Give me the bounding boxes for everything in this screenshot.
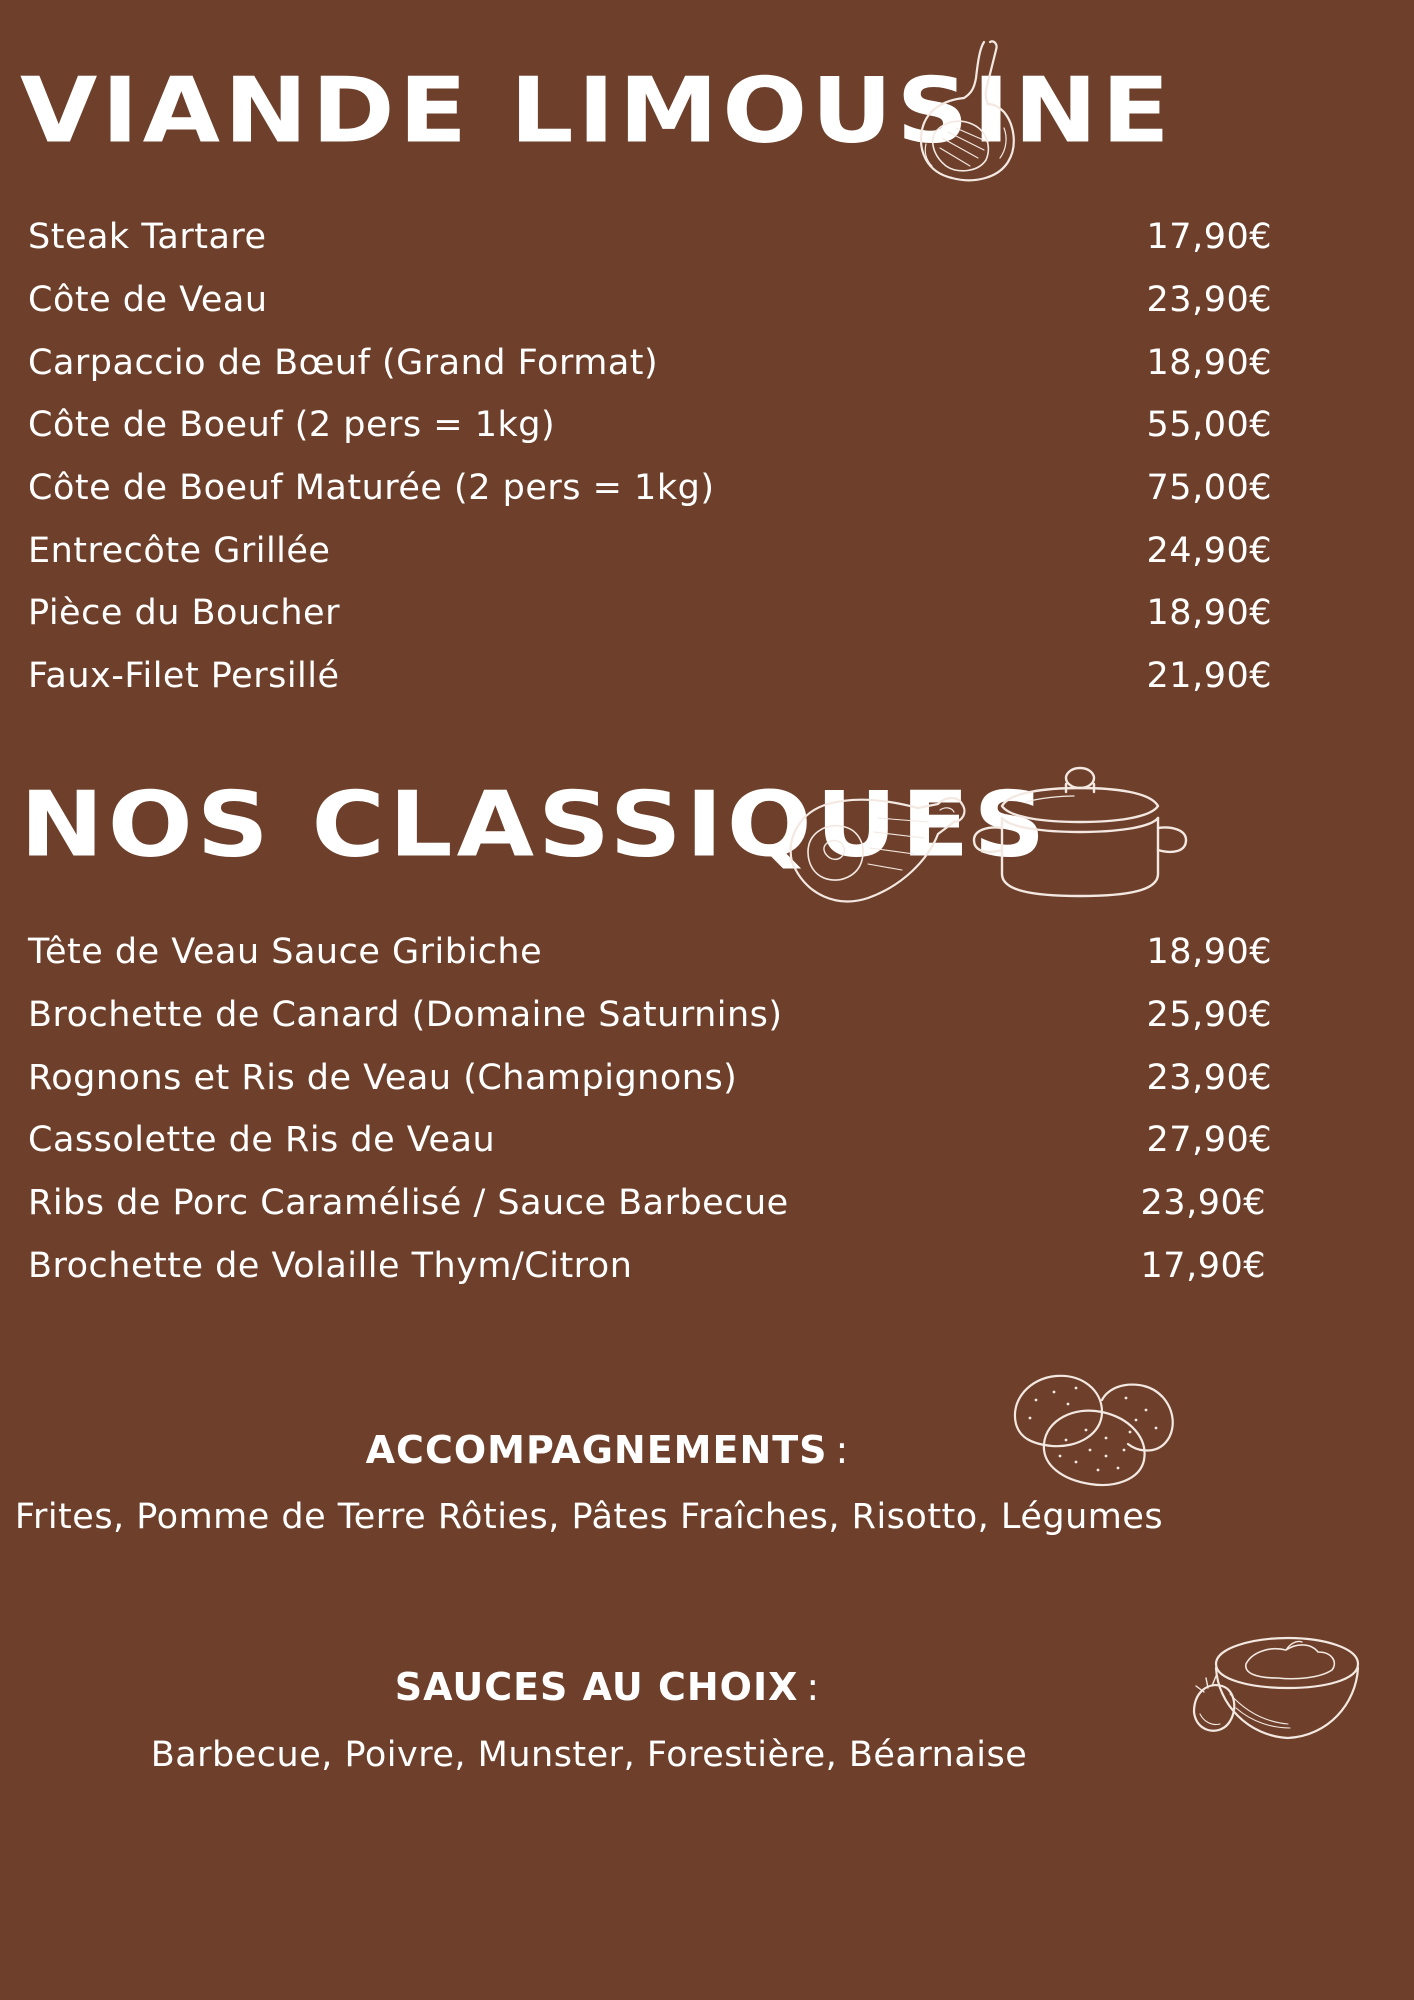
list-item xyxy=(28,1172,1272,1235)
list-item xyxy=(28,519,1272,582)
item-name: Côte de Boeuf Maturée (2 pers = 1kg) xyxy=(28,468,715,509)
list-item xyxy=(28,582,1272,645)
item-name: Brochette de Canard (Domaine Saturnins) xyxy=(28,995,783,1036)
list-item xyxy=(28,394,1272,457)
accompagnements-title-text: ACCOMPAGNEMENTS xyxy=(365,1428,828,1472)
section-title-nos-classiques: NOS CLASSIQUES xyxy=(20,771,1050,878)
item-price: 55,00€ xyxy=(1146,405,1272,446)
list-item xyxy=(28,1234,1272,1297)
list-item xyxy=(28,206,1272,269)
item-name: Pièce du Boucher xyxy=(28,593,340,634)
sauces-title xyxy=(0,1665,1314,1709)
ham-leg-icon xyxy=(778,782,970,912)
accompagnements-title xyxy=(0,1428,1314,1472)
accompagnements-colon: : xyxy=(835,1428,849,1472)
list-item xyxy=(28,645,1272,708)
list-item xyxy=(28,331,1272,394)
item-price: 27,90€ xyxy=(1146,1120,1272,1161)
item-price: 23,90€ xyxy=(1146,1057,1272,1098)
item-price: 17,90€ xyxy=(1140,1245,1266,1286)
item-price: 18,90€ xyxy=(1146,593,1272,634)
list-item xyxy=(28,269,1272,332)
list-item xyxy=(28,984,1272,1047)
list-item xyxy=(28,921,1272,984)
item-price: 21,90€ xyxy=(1146,656,1272,697)
item-name: Cassolette de Ris de Veau xyxy=(28,1120,496,1161)
item-price: 24,90€ xyxy=(1146,530,1272,571)
menu-list-classiques xyxy=(28,921,1272,1297)
item-price: 18,90€ xyxy=(1146,342,1272,383)
item-name: Côte de Veau xyxy=(28,280,268,321)
menu-list-viande xyxy=(28,206,1272,708)
sauces-list: Barbecue, Poivre, Munster, Forestière, Béarnaise xyxy=(150,1735,1028,1775)
sauces-colon: : xyxy=(806,1665,820,1709)
item-price: 23,90€ xyxy=(1140,1183,1266,1224)
accompagnements-list: Frites, Pomme de Terre Rôties, Pâtes Fraîches, Risotto, Légumes xyxy=(14,1497,1164,1537)
item-name: Carpaccio de Bœuf (Grand Format) xyxy=(28,342,659,383)
cooking-pot-icon xyxy=(970,762,1190,900)
item-price: 25,90€ xyxy=(1146,995,1272,1036)
item-name: Entrecôte Grillée xyxy=(28,530,331,571)
item-name: Rognons et Ris de Veau (Champignons) xyxy=(28,1057,738,1098)
item-name: Tête de Veau Sauce Gribiche xyxy=(28,932,543,973)
item-name: Steak Tartare xyxy=(28,217,267,258)
item-price: 18,90€ xyxy=(1146,932,1272,973)
item-price: 17,90€ xyxy=(1146,217,1272,258)
item-name: Brochette de Volaille Thym/Citron xyxy=(28,1245,633,1286)
rib-steak-icon xyxy=(908,38,1022,184)
item-price: 75,00€ xyxy=(1146,468,1272,509)
item-name: Ribs de Porc Caramélisé / Sauce Barbecue xyxy=(28,1183,789,1224)
list-item xyxy=(28,457,1272,520)
item-name: Côte de Boeuf (2 pers = 1kg) xyxy=(28,405,556,446)
list-item xyxy=(28,1046,1272,1109)
item-price: 23,90€ xyxy=(1146,280,1272,321)
item-name: Faux-Filet Persillé xyxy=(28,656,340,697)
sauces-title-text: SAUCES AU CHOIX xyxy=(394,1665,799,1709)
section-title-viande-limousine: VIANDE LIMOUSINE xyxy=(20,57,1174,164)
list-item xyxy=(28,1109,1272,1172)
